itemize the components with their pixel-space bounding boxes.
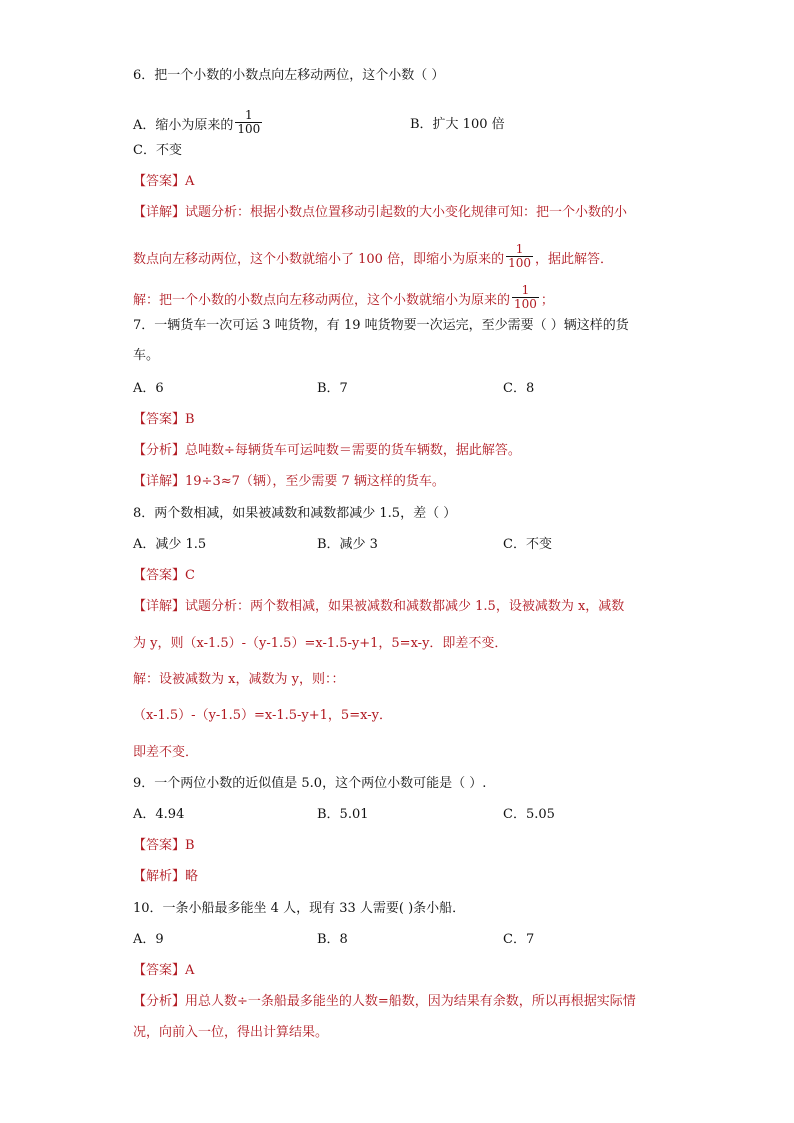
- detail-text: 试题分析：两个数相减，如果被减数和减数都减少 1.5，设被减数为 x，减数: [185, 599, 625, 614]
- q7-option-c: C．8: [503, 381, 535, 396]
- q10-option-a: A．9: [133, 932, 164, 947]
- fraction-numerator: 1: [521, 283, 530, 297]
- answer-value: A: [185, 963, 195, 978]
- q8-solution-line-2: （x-1.5）-（y-1.5）=x-1.5-y+1，5=x-y．: [133, 708, 392, 723]
- q7-option-a: A．6: [133, 381, 164, 396]
- q6-option-a-text: A．缩小为原来的: [133, 118, 234, 133]
- detail-label: 【详解】: [133, 599, 186, 614]
- fraction-numerator: 1: [515, 242, 524, 256]
- analysis-label: 【解析】: [133, 869, 186, 884]
- answer-label: 【答案】: [133, 174, 186, 189]
- q6-detail-line-1: [133, 205, 627, 221]
- q6-option-c: C．不变: [133, 143, 182, 158]
- q6-detail-fraction: [506, 243, 533, 270]
- solution-suffix: ；: [540, 293, 554, 308]
- q10-analysis-line-1: [133, 994, 636, 1010]
- q10-option-b: B．8: [317, 932, 348, 947]
- fraction-denominator: 100: [508, 256, 531, 270]
- answer-value: B: [185, 412, 195, 427]
- q6-option-b: B．扩大 100 倍: [410, 117, 505, 132]
- q8-detail-line-2: 为 y，则（x-1.5）-（y-1.5）=x-1.5-y+1，5=x-y．即差不变．: [133, 636, 508, 651]
- analysis-text: 用总人数÷一条船最多能坐的人数=船数，因为结果有余数，所以再根据实际情: [185, 994, 636, 1009]
- analysis-label: 【分析】: [133, 443, 186, 458]
- q6-stem: 6．把一个小数的小数点向左移动两位，这个小数（ ）: [133, 68, 445, 83]
- q8-option-c: C．不变: [503, 537, 552, 552]
- answer-value: A: [185, 174, 195, 189]
- q9-option-b: B．5.01: [317, 807, 369, 822]
- answer-label: 【答案】: [133, 412, 186, 427]
- answer-label: 【答案】: [133, 963, 186, 978]
- q6-detail-line-2: [133, 242, 613, 273]
- q7-option-b: B．7: [317, 381, 348, 396]
- detail-label: 【详解】: [133, 474, 186, 489]
- q10-option-c: C．7: [503, 932, 535, 947]
- q8-option-a: A．减少 1.5: [133, 537, 207, 552]
- answer-label: 【答案】: [133, 838, 186, 853]
- q9-stem: 9．一个两位小数的近似值是 5.0，这个两位小数可能是（ ）.: [133, 776, 487, 791]
- q7-detail: [133, 474, 445, 490]
- q6-option-a: [133, 108, 264, 139]
- q7-stem-line-1: 7．一辆货车一次可运 3 吨货物，有 19 吨货物要一次运完，至少需要（ ）辆这样的货: [133, 318, 629, 333]
- q10-analysis-line-2: 况，向前入一位，得出计算结果。: [133, 1025, 329, 1040]
- q6-answer: [133, 174, 194, 190]
- q7-stem-line-2: 车。: [133, 348, 160, 363]
- q8-answer: [133, 568, 195, 584]
- detail-text: 19÷3≈7（辆），至少需要 7 辆这样的货车。: [185, 474, 445, 489]
- fraction-denominator: 100: [237, 122, 261, 136]
- analysis-text: 略: [185, 869, 199, 884]
- fraction-numerator: 1: [245, 108, 253, 122]
- answer-value: B: [185, 838, 195, 853]
- analysis-text: 总吨数÷每辆货车可运吨数＝需要的货车辆数，据此解答。: [185, 443, 521, 458]
- solution-text: 解：把一个小数的小数点向左移动两位，这个小数就缩小为原来的: [133, 293, 511, 308]
- analysis-label: 【分析】: [133, 994, 186, 1009]
- q8-option-b: B．减少 3: [317, 537, 378, 552]
- q9-analysis: [133, 869, 198, 885]
- answer-label: 【答案】: [133, 568, 186, 583]
- q6-option-a-fraction: [235, 109, 262, 136]
- q9-option-a: A．4.94: [133, 807, 185, 822]
- answer-value: C: [185, 568, 195, 583]
- q7-analysis: [133, 443, 521, 459]
- q8-stem: 8．两个数相减，如果被减数和减数都减少 1.5，差（ ）: [133, 506, 457, 521]
- q8-detail-line-1: [133, 599, 624, 615]
- q6-solution-fraction: [512, 284, 539, 311]
- q10-stem: 10．一条小船最多能坐 4 人，现有 33 人需要( )条小船．: [133, 901, 466, 916]
- q7-answer: [133, 412, 195, 428]
- q6-solution: [133, 283, 554, 314]
- q9-option-c: C．5.05: [503, 807, 555, 822]
- detail-text: 试题分析：根据小数点位置移动引起数的大小变化规律可知：把一个小数的小: [185, 205, 628, 220]
- detail-label: 【详解】: [133, 205, 186, 220]
- q10-answer: [133, 963, 194, 979]
- q9-answer: [133, 838, 195, 854]
- detail-text: 数点向左移动两位，这个小数就缩小了 100 倍，即缩小为原来的: [133, 252, 505, 267]
- fraction-denominator: 100: [514, 297, 537, 311]
- detail-suffix: ，据此解答．: [534, 252, 613, 267]
- q8-solution-line-3: 即差不变．: [133, 745, 199, 760]
- q8-solution-line-1: 解：设被减数为 x，减数为 y，则：：: [133, 672, 345, 687]
